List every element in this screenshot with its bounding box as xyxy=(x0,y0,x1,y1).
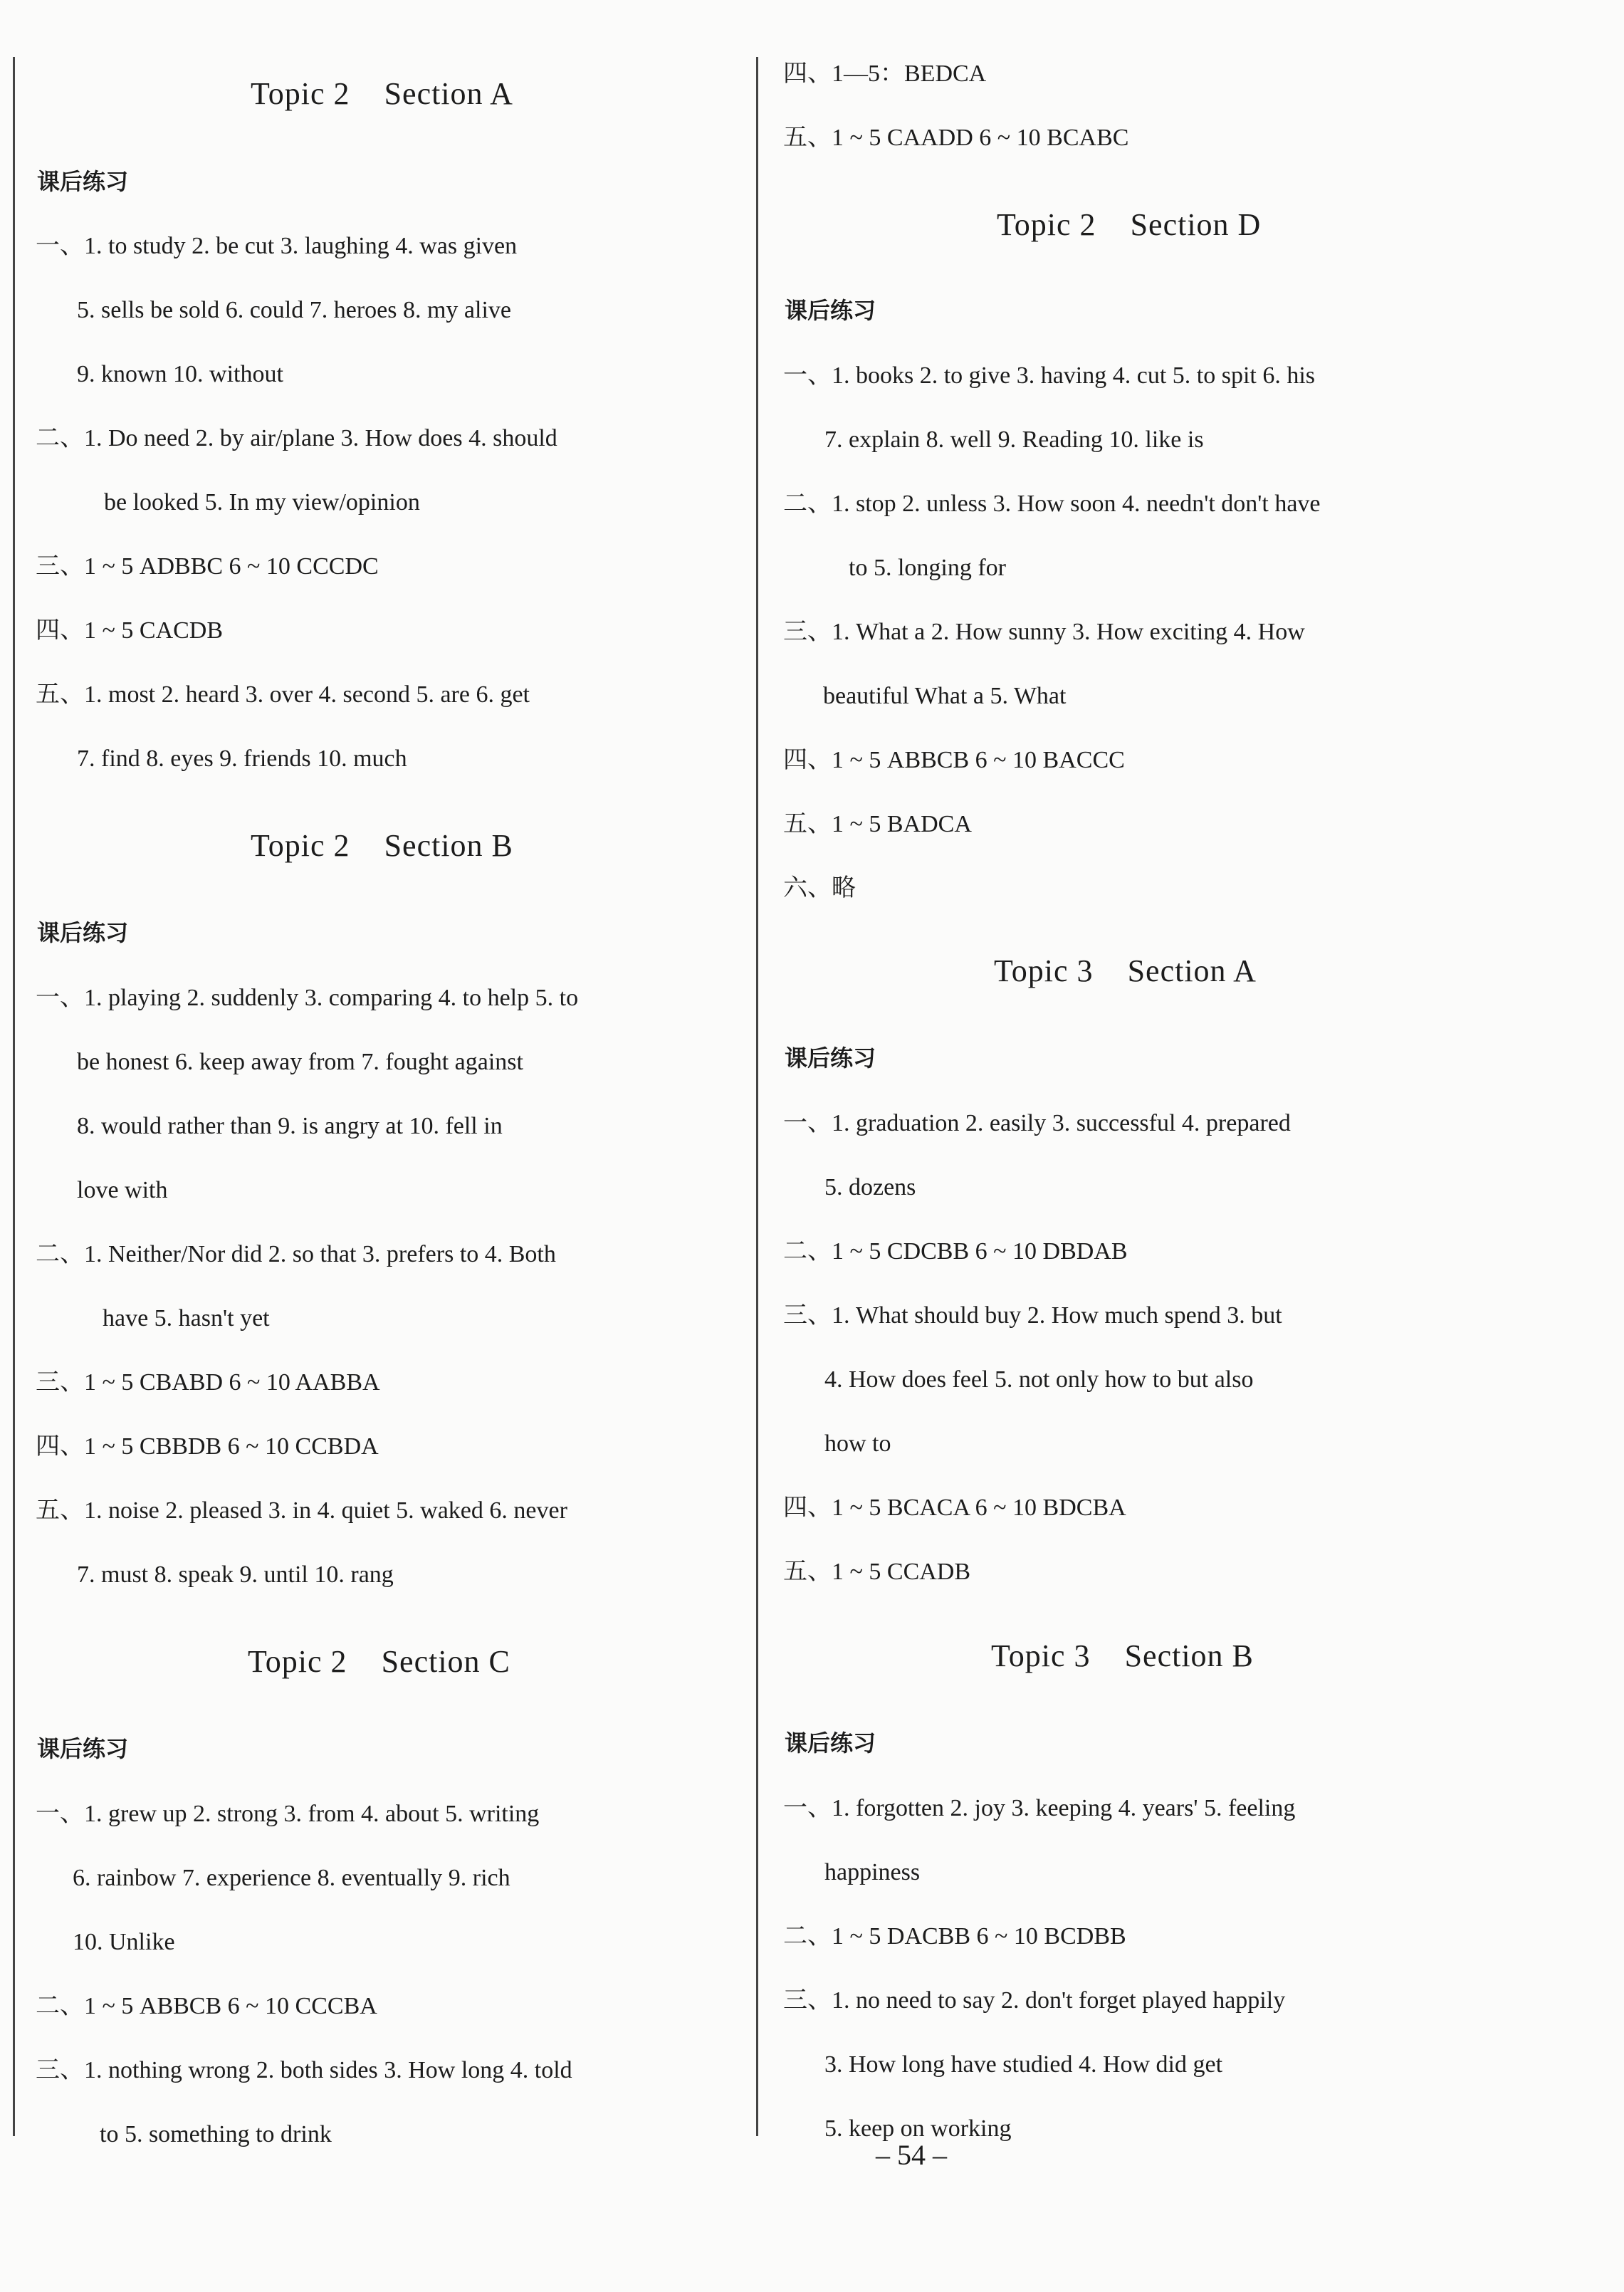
subheading-exercises: 课后练习 xyxy=(37,919,129,946)
answer-line: 一、1. books 2. to give 3. having 4. cut 5. to spit 6. his xyxy=(783,362,1316,389)
answer-line: 5. sells be sold 6. could 7. heroes 8. my alive xyxy=(77,297,512,323)
answer-line: 一、1. playing 2. suddenly 3. comparing 4. to help 5. to xyxy=(36,985,579,1011)
answer-line: be honest 6. keep away from 7. fought against xyxy=(77,1049,523,1075)
answer-line: 一、1. forgotten 2. joy 3. keeping 4. years' 5. feeling xyxy=(783,1795,1296,1821)
answer-line: 二、1 ~ 5 DACBB 6 ~ 10 BCDBB xyxy=(783,1923,1126,1950)
title-section: Section D xyxy=(1130,207,1262,242)
answer-line: 四、1—5：BEDCA xyxy=(783,61,987,87)
answer-line: 三、1. no need to say 2. don't forget played happily xyxy=(783,1987,1286,2014)
answer-line: 四、1 ~ 5 CBBDB 6 ~ 10 CCBDA xyxy=(36,1433,379,1460)
section-title xyxy=(997,206,1261,244)
section-title xyxy=(991,1638,1254,1675)
answer-line: beautiful What a 5. What xyxy=(823,683,1067,709)
answer-line: 8. would rather than 9. is angry at 10. fell in xyxy=(77,1113,503,1139)
section-title xyxy=(248,1643,510,1680)
answer-line: love with xyxy=(77,1177,168,1203)
section-title xyxy=(251,75,513,112)
answer-line: 五、1 ~ 5 CAADD 6 ~ 10 BCABC xyxy=(783,125,1129,151)
answer-line: to 5. longing for xyxy=(849,555,1006,581)
subheading-exercises: 课后练习 xyxy=(785,1045,876,1072)
answer-line: 3. How long have studied 4. How did get xyxy=(824,2051,1223,2078)
subheading-exercises: 课后练习 xyxy=(785,297,876,324)
answer-line: 7. explain 8. well 9. Reading 10. like is xyxy=(824,427,1204,453)
answer-line: to 5. something to drink xyxy=(100,2121,332,2147)
answer-line: 三、1. nothing wrong 2. both sides 3. How long 4. told xyxy=(36,2057,572,2083)
section-title xyxy=(251,827,513,864)
subheading-exercises: 课后练习 xyxy=(785,1730,876,1757)
answer-line: 五、1 ~ 5 CCADB xyxy=(783,1559,971,1585)
answer-line: 四、1 ~ 5 ABBCB 6 ~ 10 BACCC xyxy=(783,747,1125,773)
answer-line: 六、略 xyxy=(783,875,856,901)
answer-line: 五、1. most 2. heard 3. over 4. second 5. are 6. get xyxy=(36,681,530,708)
answer-line: 五、1 ~ 5 BADCA xyxy=(783,811,972,837)
answer-line: have 5. hasn't yet xyxy=(103,1305,270,1331)
answer-line: 二、1 ~ 5 CDCBB 6 ~ 10 DBDAB xyxy=(783,1238,1128,1265)
answer-line: 四、1 ~ 5 CACDB xyxy=(36,617,224,644)
answer-line: 二、1 ~ 5 ABBCB 6 ~ 10 CCCBA xyxy=(36,1993,377,2019)
answer-line: 4. How does feel 5. not only how to but also xyxy=(824,1366,1254,1393)
answer-line: 5. dozens xyxy=(824,1174,916,1200)
answer-line: 三、1. What should buy 2. How much spend 3. but xyxy=(783,1302,1282,1329)
column-divider xyxy=(756,57,758,2136)
answer-line: happiness xyxy=(824,1859,921,1885)
page-number: – 54 – xyxy=(876,2139,947,2171)
answer-line: 五、1. noise 2. pleased 3. in 4. quiet 5. waked 6. never xyxy=(36,1497,567,1524)
answer-line: 二、1. stop 2. unless 3. How soon 4. needn't don't have xyxy=(783,491,1321,517)
answer-line: 10. Unlike xyxy=(73,1929,175,1955)
title-section: Section C xyxy=(381,1644,510,1679)
title-topic: Topic 2 xyxy=(997,207,1096,242)
subheading-exercises: 课后练习 xyxy=(37,1735,129,1762)
title-section: Section B xyxy=(1124,1638,1254,1673)
answer-line: how to xyxy=(824,1430,891,1457)
title-topic: Topic 2 xyxy=(248,1644,347,1679)
title-topic: Topic 3 xyxy=(991,1638,1091,1673)
title-topic: Topic 2 xyxy=(251,76,350,111)
subheading-exercises: 课后练习 xyxy=(37,168,129,195)
answer-line: 一、1. graduation 2. easily 3. successful 4. prepared xyxy=(783,1110,1291,1136)
answer-line: 7. find 8. eyes 9. friends 10. much xyxy=(77,745,407,772)
answer-line: 5. keep on working xyxy=(824,2115,1012,2142)
answer-line: 三、1. What a 2. How sunny 3. How exciting 4. How xyxy=(783,619,1305,645)
answer-line: 四、1 ~ 5 BCACA 6 ~ 10 BDCBA xyxy=(783,1495,1126,1521)
answer-line: 一、1. grew up 2. strong 3. from 4. about 5. writing xyxy=(36,1801,540,1827)
answer-line: 三、1 ~ 5 CBABD 6 ~ 10 AABBA xyxy=(36,1369,380,1396)
answer-line: be looked 5. In my view/opinion xyxy=(104,489,420,516)
answer-line: 7. must 8. speak 9. until 10. rang xyxy=(77,1561,394,1588)
answer-line: 二、1. Neither/Nor did 2. so that 3. prefers to 4. Both xyxy=(36,1241,556,1267)
answer-line: 一、1. to study 2. be cut 3. laughing 4. was given xyxy=(36,233,518,259)
title-topic: Topic 2 xyxy=(251,828,350,863)
left-margin-rule xyxy=(13,57,15,2136)
answer-line: 二、1. Do need 2. by air/plane 3. How does 4. should xyxy=(36,425,557,451)
answer-line: 三、1 ~ 5 ADBBC 6 ~ 10 CCCDC xyxy=(36,553,379,580)
title-topic: Topic 3 xyxy=(994,953,1094,988)
answer-line: 6. rainbow 7. experience 8. eventually 9. rich xyxy=(73,1865,510,1891)
title-section: Section A xyxy=(1127,953,1257,988)
section-title xyxy=(994,953,1257,990)
title-section: Section A xyxy=(384,76,513,111)
answer-line: 9. known 10. without xyxy=(77,361,283,387)
title-section: Section B xyxy=(384,828,513,863)
